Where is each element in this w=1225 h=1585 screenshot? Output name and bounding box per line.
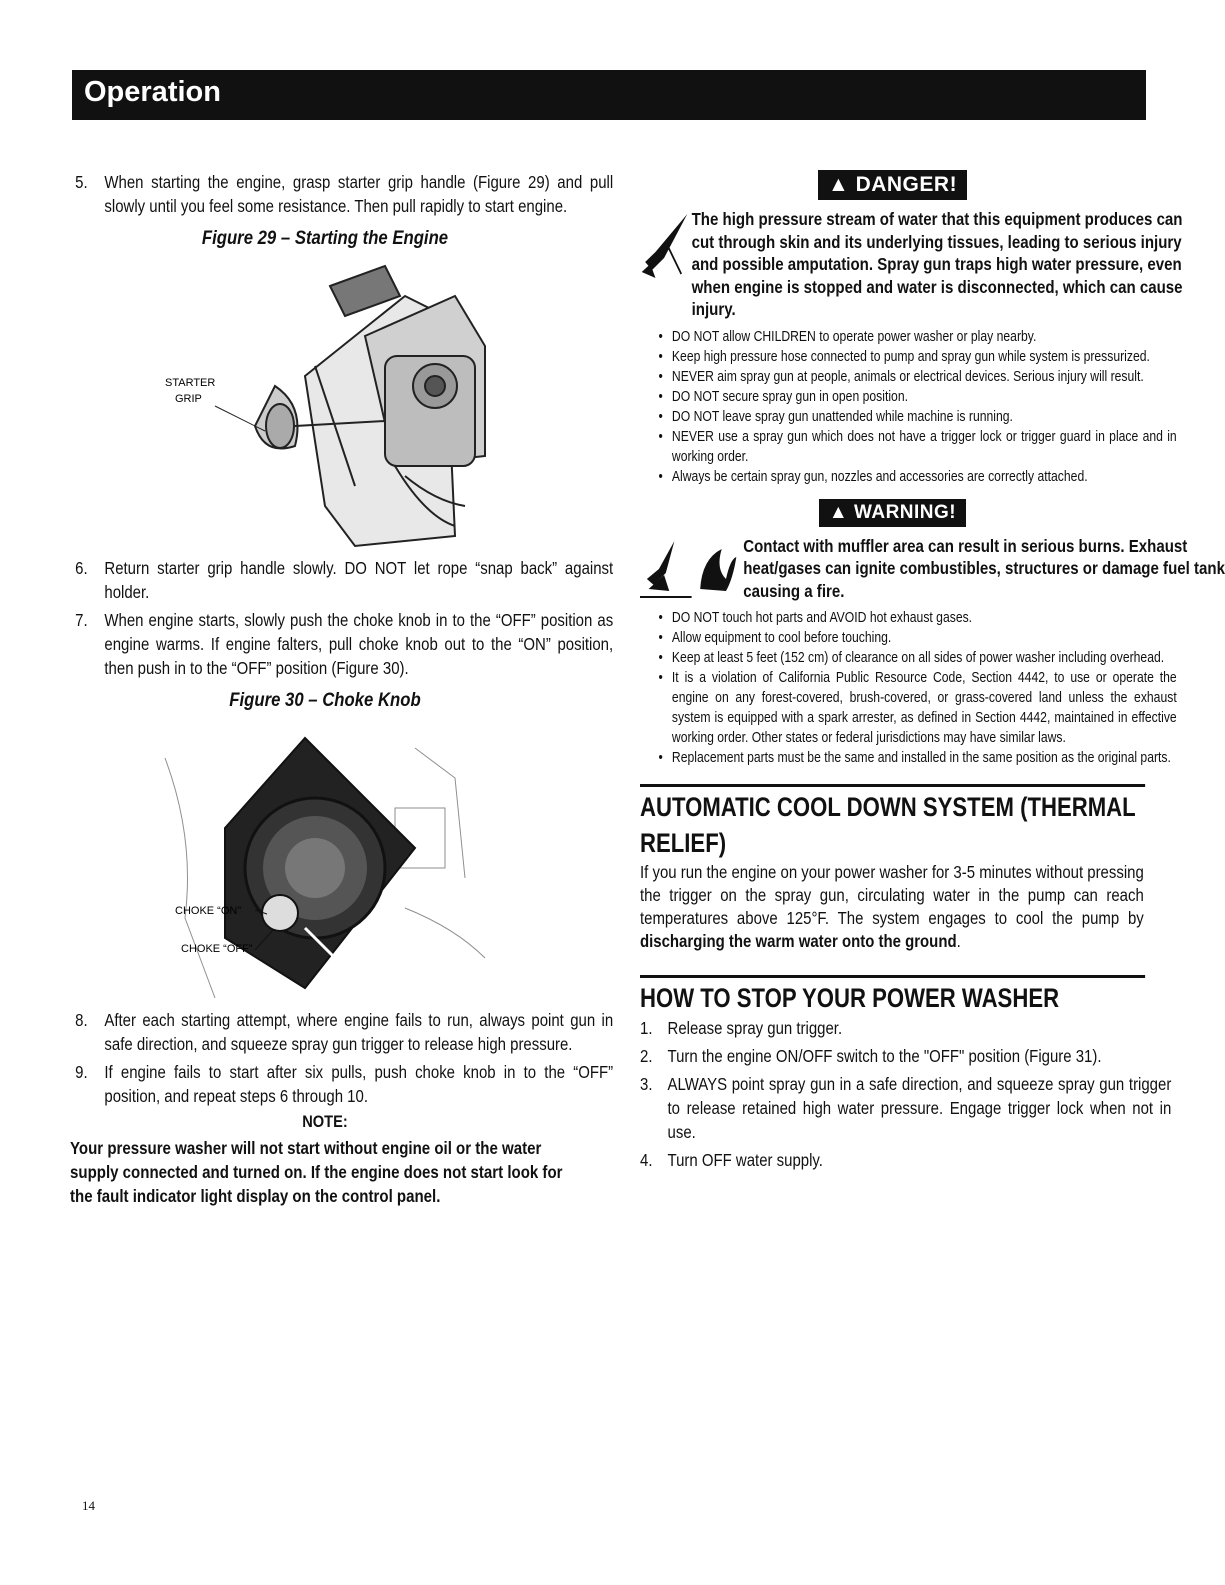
list-item: • Keep at least 5 feet (152 cm) of clearance on all sides of power washer including overhead. [640,648,1177,668]
step-9: 9. If engine fails to start after six pulls, push choke knob in to the “OFF” position, and repeat steps 6 through 10. [75,1062,614,1106]
page-number: 14 [82,1498,95,1513]
stop-title: HOW TO STOP YOUR POWER WASHER [640,975,1145,1016]
stop-step-1: 1. Release spray gun trigger. [640,1018,843,1038]
list-item: • DO NOT allow CHILDREN to operate power washer or play nearby. [640,327,1177,347]
figure-29-image [155,256,495,556]
danger-label: ▲ DANGER! [818,170,967,200]
left-column [70,170,614,1208]
warning-bullets [640,608,1177,768]
cooldown-title: AUTOMATIC COOL DOWN SYSTEM (THERMAL RELIEF) [640,784,1145,861]
stop-step-4: 4. Turn OFF water supply. [640,1150,823,1170]
warning-label: ▲ WARNING! [819,499,966,527]
list-item: • DO NOT touch hot parts and AVOID hot exhaust gases. [640,608,1177,628]
section-title: Operation [84,76,221,108]
danger-label-wrap [640,170,1145,200]
figure-29-caption: Figure 29 – Starting the Engine [201,228,449,249]
figure-30-image [155,718,495,1008]
warning-headline: Contact with muffler area can result in serious burns. Exhaust heat/gases can ignite combustibles, structures or damage fuel tank causing a fire. [640,535,1225,603]
cooldown-text: If you run the engine on your power washer for 3-5 minutes without pressing the trigger on the spray gun, circulating water in the pump can reach temperatures above 125°F. The system engages to cool the pump by discharging the warm water onto the ground. [640,862,1144,951]
warning-label-wrap [640,499,1145,527]
step-7: 7. When engine starts, slowly push the choke knob in to the “OFF” position as engine warms. If engine falters, pull choke knob out to the “ON” position, then push in to the “OFF” position (Figure 30). [75,610,614,678]
stop-step-2: 2. Turn the engine ON/OFF switch to the "OFF" position (Figure 31). [640,1046,1102,1066]
starter-label: STARTER [165,377,216,389]
list-item: • Always be certain spray gun, nozzles and accessories are correctly attached. [640,467,1177,487]
list-item: • Allow equipment to cool before touching. [640,628,1177,648]
spray-injury-icon [640,212,690,282]
list-item: • Replacement parts must be the same and installed in the same position as the original parts. [640,748,1177,768]
list-item: • NEVER aim spray gun at people, animals or electrical devices. Serious injury will result. [640,367,1177,387]
step-5: 5. When starting the engine, grasp starter grip handle (Figure 29) and pull slowly until you feel some resistance. Then pull rapidly to start engine. [75,172,614,216]
grip-label: GRIP [175,393,202,405]
danger-headline: The high pressure stream of water that this equipment produces can cut through skin and its underlying tissues, leading to serious injury and possible amputation. Spray gun traps high water pressure, even when engine is stopped and water is disconnected, which can cause injury. [640,208,1195,321]
section-header [72,70,1146,120]
note-heading: NOTE: [302,1112,348,1131]
stop-step-3: 3. ALWAYS point spray gun in a safe direction, and squeeze spray gun trigger to release retained high water pressure. Engage trigger lock when not in use. [640,1074,1172,1142]
list-item: • It is a violation of California Public Resource Code, Section 4442, to use or operate the engine on any forest-covered, brush-covered, or grass-covered land unless the exhaust system is equipped with a spark arrester, as defined in Section 4442, maintained in effective working order. Other states or federal jurisdictions may have similar laws. [640,668,1177,748]
list-item: • Keep high pressure hose connected to pump and spray gun while system is pressurized. [640,347,1177,367]
danger-bullets [640,327,1177,487]
step-6: 6. Return starter grip handle slowly. DO NOT let rope “snap back” against holder. [75,558,614,602]
list-item: • NEVER use a spray gun which does not have a trigger lock or trigger guard in place and in working order. [640,427,1177,467]
list-item: • DO NOT secure spray gun in open position. [640,387,1177,407]
figure-30-caption: Figure 30 – Choke Knob [229,690,421,711]
choke-on-label: CHOKE “ON” [175,905,241,917]
step-8: 8. After each starting attempt, where engine fails to run, always point gun in safe direction, and squeeze spray gun trigger to release high pressure. [75,1010,614,1054]
hot-surface-icon [640,539,739,599]
right-column [640,170,1225,1176]
note-text: Your pressure washer will not start without engine oil or the water supply connected and turned on. If the engine does not start look for the fault indicator light display on the control panel. [70,1138,563,1206]
choke-off-label: CHOKE “OFF” [181,943,253,955]
list-item: • DO NOT leave spray gun unattended while machine is running. [640,407,1177,427]
